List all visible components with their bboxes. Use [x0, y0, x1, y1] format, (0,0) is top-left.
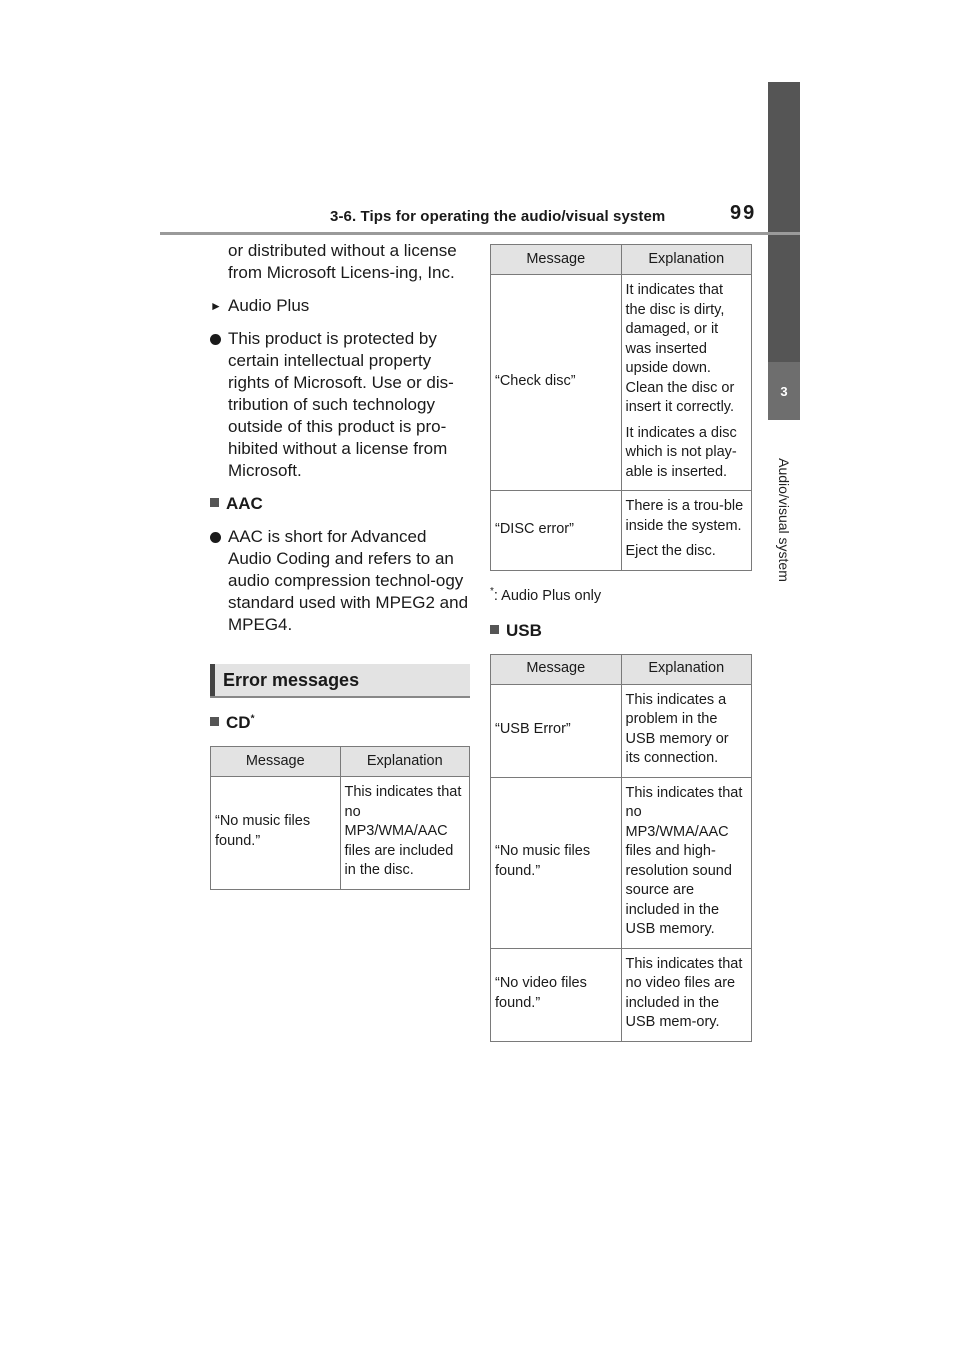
cd-heading-mark: * — [250, 713, 255, 725]
table-row — [491, 684, 752, 777]
explanation-text: This indicates a problem in the USB memory or its connection. — [625, 691, 729, 766]
table-header-row — [211, 747, 470, 777]
chapter-label-container — [768, 420, 800, 620]
column-header-message: Message — [211, 747, 341, 777]
arrow-bullet-icon: ► — [210, 299, 222, 313]
cd-heading: CD* — [210, 712, 470, 734]
column-header-message: Message — [491, 654, 622, 684]
bullet-dot-icon — [210, 526, 228, 549]
table-row — [491, 948, 752, 1041]
explanation-cell — [621, 491, 752, 571]
chapter-label: Audio/visual system — [776, 458, 792, 582]
explanation-text: Eject the disc. — [625, 543, 716, 559]
explanation-cell — [621, 684, 752, 777]
section-heading-error-messages: Error messages — [210, 664, 470, 698]
usb-table — [490, 654, 752, 1042]
table-row — [211, 777, 470, 890]
cd-table — [210, 746, 470, 890]
footnote — [490, 587, 752, 606]
message-cell: “DISC error” — [491, 491, 622, 571]
table-header-row — [491, 245, 752, 275]
message-cell: “No music files found.” — [491, 777, 622, 948]
explanation-text: It indicates that the disc is dirty, damaged, or it was inserted upside down. Clean the disc or insert it correctly. — [625, 282, 735, 415]
table-row — [491, 275, 752, 491]
square-bullet-icon — [210, 717, 219, 726]
message-cell: “No video files found.” — [491, 948, 622, 1041]
column-header-explanation: Explanation — [621, 654, 752, 684]
page-number: 99 — [730, 202, 757, 224]
usb-heading: USB — [490, 620, 752, 642]
explanation-text: It indicates a disc which is not play-able is inserted. — [625, 424, 737, 480]
explanation-text: This indicates that no video files are included in the USB mem-ory. — [625, 955, 743, 1030]
header-rule — [160, 232, 800, 235]
explanation-cell — [621, 275, 752, 491]
explanation-text: This indicates that no MP3/WMA/AAC files are included in the disc. — [344, 784, 462, 878]
audio-plus-text: This product is protected by certain intellectual property rights of Microsoft. Use or dis-tribution of such technology outside of this product is pro-hibited without a license from Microsoft. — [228, 329, 454, 480]
explanation-cell — [621, 777, 752, 948]
square-bullet-icon — [490, 625, 499, 634]
explanation-text: This indicates that no MP3/WMA/AAC files and high-resolution sound source are included in the USB memory. — [625, 784, 743, 937]
aac-bullet — [210, 526, 470, 636]
chapter-number-box — [768, 362, 800, 420]
table-row — [491, 491, 752, 571]
right-column — [490, 244, 752, 1042]
chapter-number: 3 — [780, 383, 788, 399]
cd-table-continued — [490, 244, 752, 571]
column-header-explanation: Explanation — [621, 245, 752, 275]
left-column — [210, 240, 470, 890]
message-cell: “USB Error” — [491, 684, 622, 777]
audio-plus-label: Audio Plus — [228, 296, 310, 315]
message-cell: “No music files found.” — [211, 777, 341, 890]
audio-plus-bullet — [210, 328, 470, 482]
table-row — [491, 777, 752, 948]
explanation-text: There is a trou-ble inside the system. — [625, 498, 744, 534]
footnote-mark: * — [490, 585, 494, 597]
square-bullet-icon — [210, 498, 219, 507]
aac-text: AAC is short for Advanced Audio Coding and refers to an audio compression technol-ogy standard used with MPEG2 and MPEG4. — [228, 527, 469, 634]
bullet-dot-icon — [210, 328, 228, 351]
footnote-text: : Audio Plus only — [493, 587, 602, 604]
aac-heading: AAC — [210, 493, 470, 515]
explanation-cell — [621, 948, 752, 1041]
message-cell: “Check disc” — [491, 275, 622, 491]
audio-plus-item — [210, 295, 470, 317]
table-header-row — [491, 654, 752, 684]
column-header-message: Message — [491, 245, 622, 275]
running-header-title: 3-6. Tips for operating the audio/visual system — [330, 208, 666, 225]
intro-text: or distributed without a license from Microsoft Licens-ing, Inc. — [228, 241, 457, 282]
column-header-explanation: Explanation — [340, 747, 470, 777]
explanation-cell — [340, 777, 470, 890]
